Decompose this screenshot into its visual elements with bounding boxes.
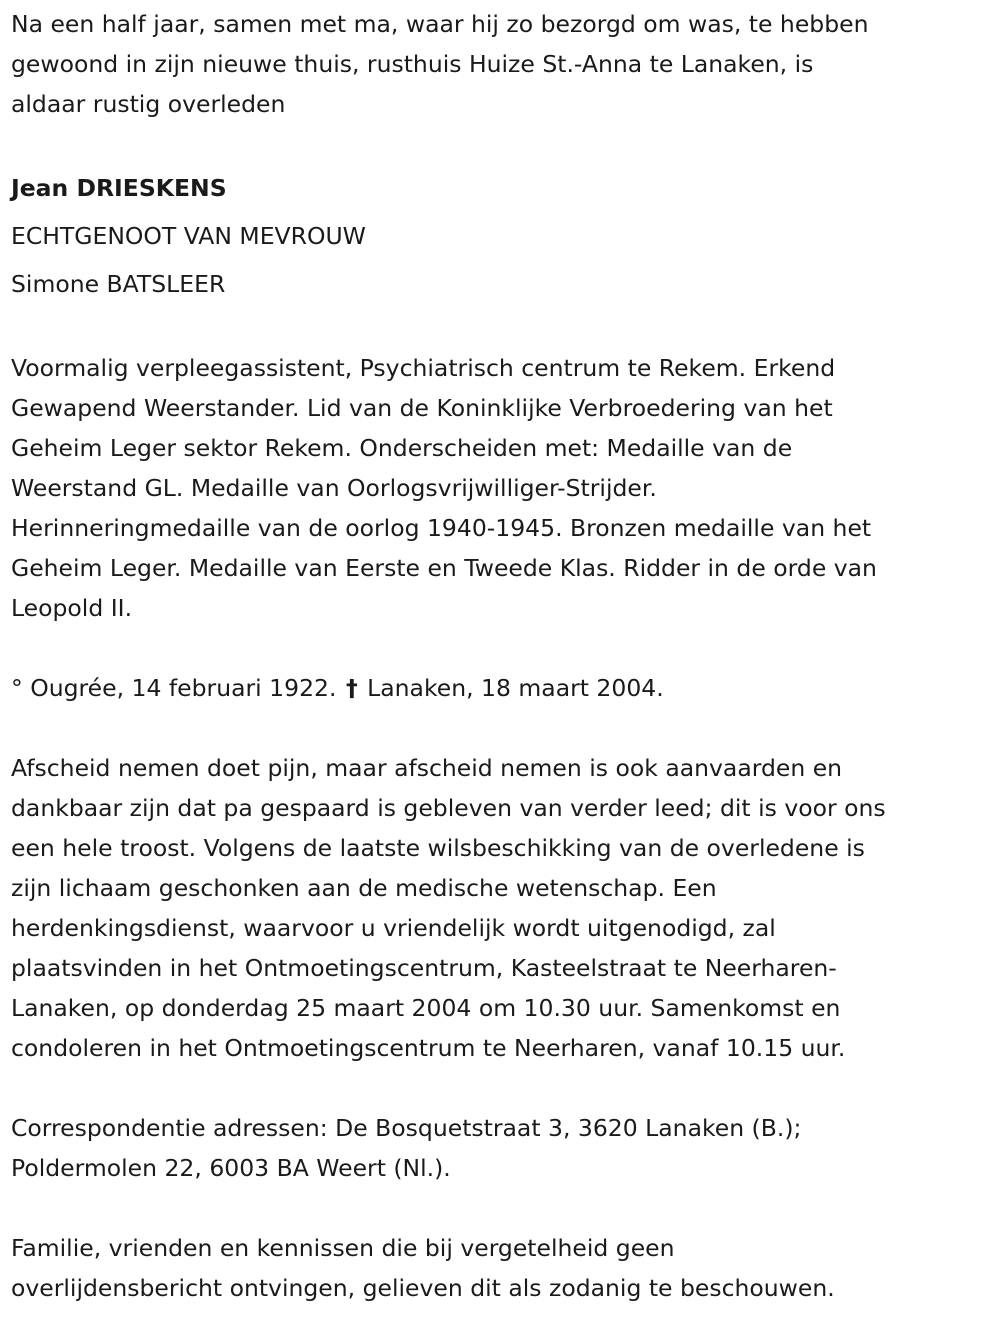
text-line: een hele troost. Volgens de laatste wilsbeschikking van de overledene is [11, 834, 865, 862]
text-line: Afscheid nemen doet pijn, maar afscheid nemen is ook aanvaarden en [11, 754, 843, 782]
obituary-document [11, 4, 993, 1308]
text-line: plaatsvinden in het Ontmoetingscentrum, Kasteelstraat te Neerharen- [11, 954, 837, 982]
text-line: Familie, vrienden en kennissen die bij vergetelheid geen [11, 1234, 675, 1262]
text-line: herdenkingsdienst, waarvoor u vriendelijk wordt uitgenodigd, zal [11, 914, 776, 942]
spouse-name: Simone BATSLEER [11, 270, 226, 298]
text-line: aldaar rustig overleden [11, 90, 286, 118]
text-line: Weerstand GL. Medaille van Oorlogsvrijwilliger-Strijder. [11, 474, 657, 502]
death-date: Lanaken, 18 maart 2004. [367, 674, 664, 702]
text-line: Na een half jaar, samen met ma, waar hij zo bezorgd om was, te hebben [11, 10, 869, 38]
text-line: Geheim Leger sektor Rekem. Onderscheiden met: Medaille van de [11, 434, 793, 462]
birth-date: ° Ougrée, 14 februari 1922. [11, 674, 337, 702]
correspondence-paragraph [11, 1108, 993, 1188]
text-line: Poldermolen 22, 6003 BA Weert (Nl.). [11, 1154, 451, 1182]
text-line: Voormalig verpleegassistent, Psychiatrisch centrum te Rekem. Erkend [11, 354, 836, 382]
text-line: Leopold II. [11, 594, 133, 622]
deceased-name: Jean DRIESKENS [11, 174, 227, 202]
text-line: Herinneringmedaille van de oorlog 1940-1945. Bronzen medaille van het [11, 514, 872, 542]
career-paragraph [11, 348, 993, 628]
closing-paragraph [11, 1228, 993, 1308]
cross-icon: † [345, 674, 358, 702]
text-line: zijn lichaam geschonken aan de medische wetenschap. Een [11, 874, 717, 902]
text-line: Gewapend Weerstander. Lid van de Koninklijke Verbroedering van het [11, 394, 833, 422]
dates-line [11, 668, 993, 708]
text-line: Correspondentie adressen: De Bosquetstraat 3, 3620 Lanaken (B.); [11, 1114, 802, 1142]
text-line: gewoond in zijn nieuwe thuis, rusthuis Huize St.-Anna te Lanaken, is [11, 50, 814, 78]
text-line: Lanaken, op donderdag 25 maart 2004 om 10.30 uur. Samenkomst en [11, 994, 841, 1022]
farewell-paragraph [11, 748, 993, 1068]
text-line: condoleren in het Ontmoetingscentrum te Neerharen, vanaf 10.15 uur. [11, 1034, 846, 1062]
intro-paragraph [11, 4, 993, 124]
relation-line: ECHTGENOOT VAN MEVROUW [11, 222, 366, 250]
text-line: dankbaar zijn dat pa gespaard is gebleven van verder leed; dit is voor ons [11, 794, 886, 822]
text-line: Geheim Leger. Medaille van Eerste en Tweede Klas. Ridder in de orde van [11, 554, 877, 582]
text-line: overlijdensbericht ontvingen, gelieven dit als zodanig te beschouwen. [11, 1274, 835, 1302]
